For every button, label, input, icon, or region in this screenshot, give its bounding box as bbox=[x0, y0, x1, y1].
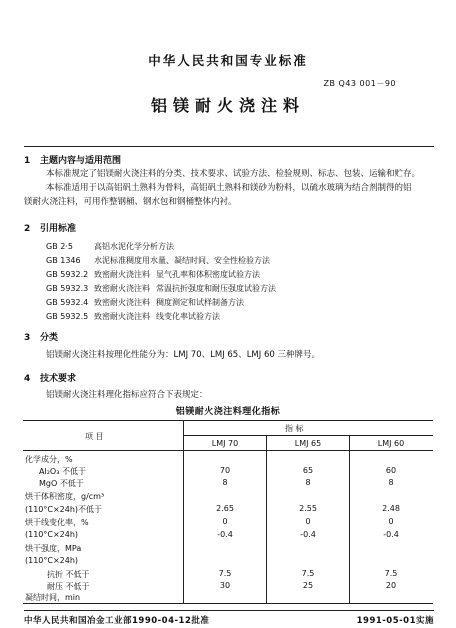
table-cell: 8 bbox=[305, 478, 311, 487]
section-title: 主题内容与适用范围 bbox=[40, 156, 122, 166]
reference-description: 显气孔率和体积密度试验方法 bbox=[156, 270, 260, 279]
item-column-header: 项 目 bbox=[85, 432, 104, 441]
reference-name: 致密耐火浇注料 bbox=[94, 298, 150, 307]
table-header-rule bbox=[23, 450, 433, 451]
table-cell: 0 bbox=[222, 517, 228, 526]
classification-text: 铝镁耐火浇注料按理化性能分为：LMJ 70、LMJ 65、LMJ 60 三种牌号。 bbox=[46, 350, 320, 360]
table-cell: 25 bbox=[302, 581, 314, 590]
table-cell: 2.55 bbox=[299, 504, 317, 513]
reference-item bbox=[46, 269, 260, 280]
grade-header: LMJ 70 bbox=[211, 439, 239, 448]
reference-description: 线变化率试验方法 bbox=[156, 312, 220, 321]
section-4-heading bbox=[24, 371, 76, 384]
row-label: Al₂O₃ 不低于 bbox=[39, 467, 86, 476]
section-number: 1 bbox=[24, 156, 31, 166]
reference-name: 致密耐火浇注料 bbox=[94, 312, 150, 321]
table-cell: -0.4 bbox=[383, 530, 399, 539]
row-label: 烘干线变化率，% bbox=[25, 518, 89, 527]
approval-note: 中华人民共和国冶金工业部1990-04-12批准 bbox=[24, 616, 210, 626]
section-3-heading bbox=[24, 330, 58, 343]
section-number: 3 bbox=[24, 333, 31, 343]
table-cell: 70 bbox=[219, 466, 231, 475]
row-label: 化学成分，% bbox=[25, 455, 73, 464]
row-label: 烘干强度，MPa bbox=[25, 544, 82, 553]
table-top-rule bbox=[23, 420, 433, 421]
table-cell: 2.65 bbox=[216, 504, 234, 513]
reference-item bbox=[46, 311, 220, 322]
section-title: 技术要求 bbox=[40, 374, 77, 384]
table-cell: 8 bbox=[222, 478, 228, 487]
table-bottom-rule bbox=[23, 603, 433, 604]
scope-paragraph-2a: 本标准适用于以高铝矾土熟料为骨料，高铝矾土熟料和镁砂为粉料，以硫水玻璃为结合剂制得的铝 bbox=[46, 183, 412, 193]
section-number: 2 bbox=[24, 224, 31, 234]
reference-item bbox=[46, 241, 174, 252]
section-title: 引用标准 bbox=[40, 224, 77, 234]
table-cell: 20 bbox=[385, 581, 397, 590]
standard-code: ZB Q43 001－90 bbox=[323, 79, 396, 88]
index-column-header: 指 标 bbox=[285, 424, 304, 433]
table-subheader-rule bbox=[183, 435, 433, 436]
section-number: 4 bbox=[24, 374, 31, 384]
grade-header: LMJ 60 bbox=[377, 439, 405, 448]
reference-name: 水泥标准稠度用水量、凝结时间、安全性检验方法 bbox=[94, 256, 270, 265]
table-cell: 0 bbox=[388, 517, 394, 526]
reference-code: GB 5932.3 bbox=[46, 284, 89, 293]
table-cell: 30 bbox=[219, 581, 231, 590]
reference-name: 致密耐火浇注料 bbox=[94, 270, 150, 279]
scope-paragraph-2b: 镁耐火浇注料，可用作整钢桶、钢水包和钢桶整体内衬。 bbox=[24, 197, 237, 207]
reference-code: GB 2·5 bbox=[46, 242, 73, 251]
reference-item bbox=[46, 283, 276, 294]
row-label: (110°C×24h) bbox=[25, 556, 79, 565]
header-rule bbox=[24, 146, 434, 147]
section-1-heading bbox=[24, 153, 121, 166]
properties-table bbox=[23, 420, 433, 604]
table-cell: 0 bbox=[305, 517, 311, 526]
grade-header: LMJ 65 bbox=[294, 439, 322, 448]
reference-description: 常温抗折强度和耐压强度试验方法 bbox=[156, 284, 276, 293]
reference-code: GB 5932.2 bbox=[46, 270, 89, 279]
tech-intro: 铝镁耐火浇注料理化指标应符合下表规定： bbox=[46, 390, 208, 400]
table-column-divider bbox=[183, 420, 184, 604]
table-cell: -0.4 bbox=[217, 530, 233, 539]
table-cell: 8 bbox=[388, 478, 394, 487]
reference-code: GB 5932.4 bbox=[46, 298, 89, 307]
row-label: 烘干体积密度，g/cm³ bbox=[25, 492, 105, 501]
table-column-divider bbox=[349, 435, 350, 604]
row-label: (110°C×24h) bbox=[25, 530, 79, 539]
row-label: MgO 不低于 bbox=[39, 479, 84, 488]
table-cell: -0.4 bbox=[300, 530, 316, 539]
row-label: (110°C×24h)不低于 bbox=[25, 505, 103, 514]
reference-name: 致密耐火浇注料 bbox=[94, 284, 150, 293]
table-cell: 60 bbox=[385, 466, 397, 475]
scope-paragraph-1: 本标准规定了铝镁耐火浇注料的分类、技术要求、试验方法、检验规则、标志、包装、运输和贮存。 bbox=[46, 169, 421, 179]
table-cell: 7.5 bbox=[301, 569, 315, 578]
reference-description: 稠度测定和试样制备方法 bbox=[156, 298, 244, 307]
footer-rule bbox=[24, 610, 434, 611]
table-cell: 7.5 bbox=[384, 569, 398, 578]
reference-code: GB 1346 bbox=[46, 256, 81, 265]
table-cell: 7.5 bbox=[218, 569, 232, 578]
table-caption: 铝镁耐火浇注料理化指标 bbox=[175, 407, 281, 417]
reference-item bbox=[46, 297, 244, 308]
table-column-divider bbox=[266, 435, 267, 604]
implementation-date: 1991-05-01实施 bbox=[356, 616, 434, 626]
section-2-heading bbox=[24, 221, 76, 234]
reference-code: GB 5932.5 bbox=[46, 312, 89, 321]
table-cell: 65 bbox=[302, 466, 314, 475]
table-cell: 2.48 bbox=[382, 504, 400, 513]
reference-item bbox=[46, 255, 270, 266]
reference-name: 高铝水泥化学分析方法 bbox=[94, 242, 174, 251]
section-title: 分类 bbox=[40, 333, 59, 343]
row-label: 抗折 不低于 bbox=[47, 570, 90, 579]
issuing-organization: 中华人民共和国专业标准 bbox=[148, 53, 308, 68]
document-title: 铝镁耐火浇注料 bbox=[150, 96, 305, 115]
row-label: 耐压 不低于 bbox=[47, 582, 90, 591]
row-label: 凝结时间，min bbox=[25, 593, 81, 602]
